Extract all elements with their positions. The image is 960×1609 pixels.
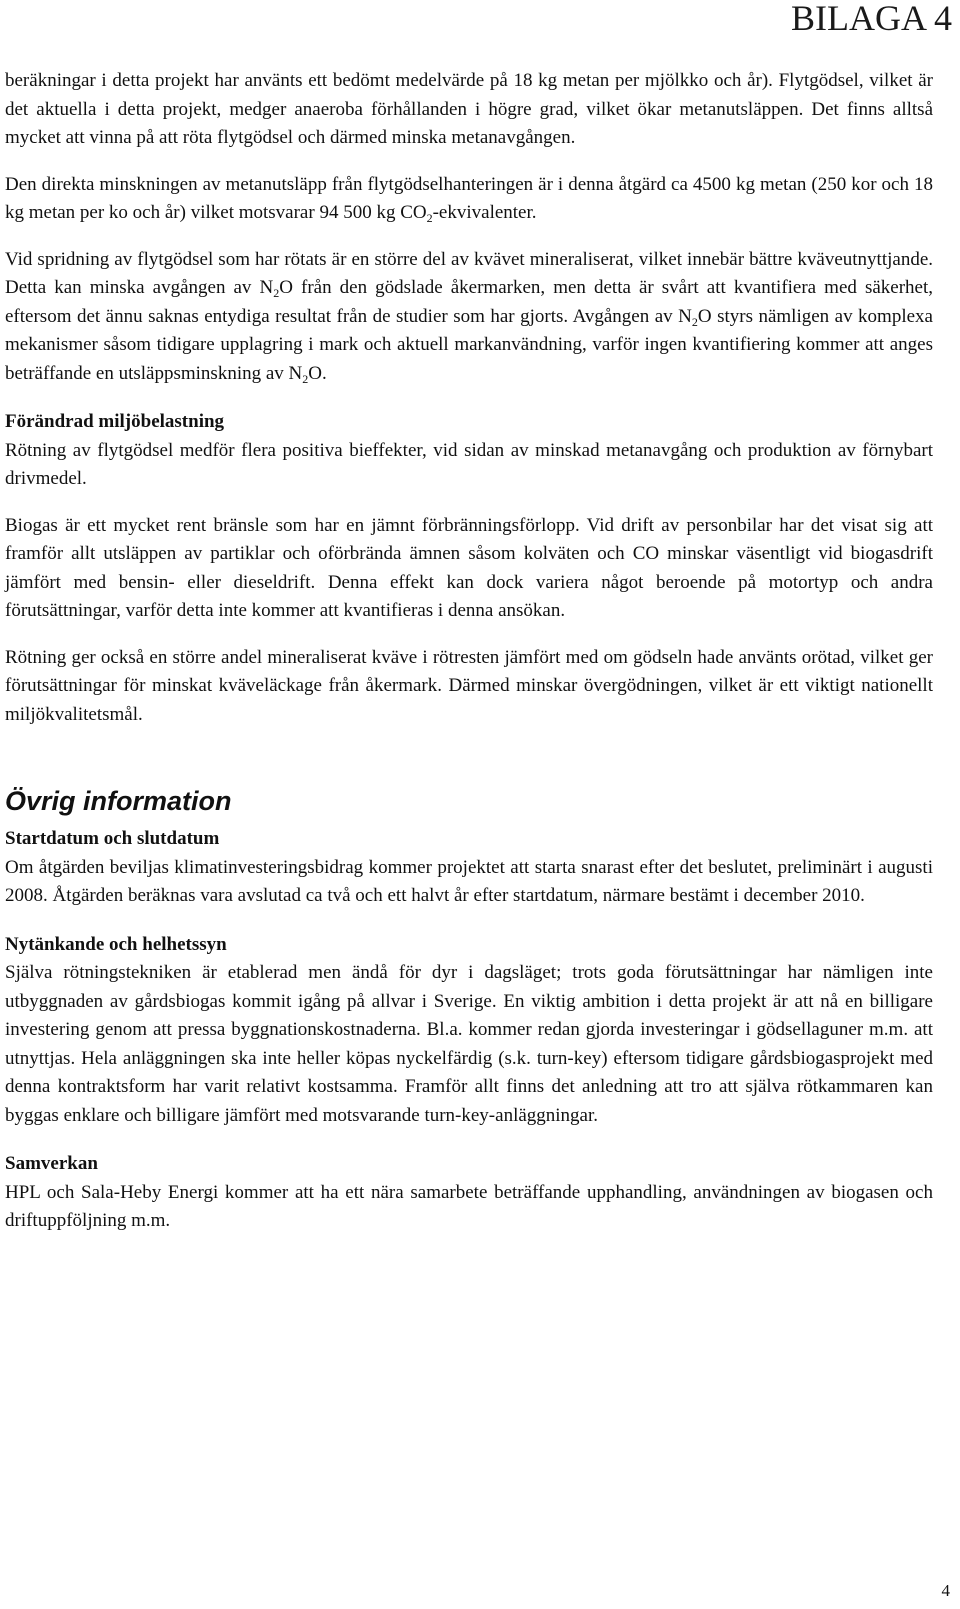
paragraph-direct-reduction: Den direkta minskningen av metanutsläpp från flytgödselhanteringen är i denna åtgärd ca 4500 kg metan (250 kor och 18 kg metan per ko och år) vilket motsvarar 94 500 kg $CO_2$-ekvivalenter.: [5, 173, 933, 225]
section-dates: [5, 825, 933, 911]
section-cooperation: [5, 1150, 933, 1236]
heading-environment: Förändrad miljöbelastning: [5, 411, 225, 432]
section-innovation: [5, 931, 933, 1131]
paragraph-cooperation: HPL och Sala-Heby Energi kommer att ha ett nära samarbete beträffande upphandling, användningen av biogasen och driftuppföljning m.m.: [5, 1181, 933, 1231]
paragraph-nitrogen: Rötning ger också en större andel mineraliserat kväve i rötresten jämfört med om gödseln hade använts orötad, vilket ger förutsättningar för minskat kväveläckage från åkermark. Därmed minskar övergödningen, vilket är ett viktigt nationellt miljökvalitetsmål.: [5, 646, 933, 725]
heading-dates: Startdatum och slutdatum: [5, 828, 220, 849]
paragraph-spreading: Vid spridning av flytgödsel som har rötats är en större del av kvävet mineraliserat, vilket innebär bättre kväveutnyttjande. Detta kan minska avgången av $N_2O$ från den gödslade åkermarken, men detta är svårt att kvantifiera med säkerhet, eftersom det ännu saknas entydiga resultat från de studier som har gjorts. Avgången av $N_2O$ styrs nämligen av komplexa mekanismer såsom tidigare upplagring i mark och aktuell markanvändning, varför ingen kvantifiering kommer att anges beträffande en utsläppsminskning av $N_2O$.: [5, 248, 933, 386]
heading-innovation: Nytänkande och helhetssyn: [5, 933, 227, 955]
paragraph-biogas-fuel: Biogas är ett mycket rent bränsle som har en jämnt förbränningsförlopp. Vid drift av personbilar har det visat sig att framför allt utsläppen av partiklar och oförbrända ämnen såsom kolväten och CO minskar väsentligt vid biogasdrift jämfört med bensin- eller dieseldrift. Denna effekt kan dock variera något beroende på motortyp och andra förutsättningar, varför detta inte kommer att kvantifieras i denna ansökan.: [5, 514, 933, 621]
paragraph-methane-average: beräkningar i detta projekt har använts ett bedömt medelvärde på 18 kg metan per mjölkko och år). Flytgödsel, vilket är det aktuella i detta projekt, medger anaeroba förhållanden i högre grad, vilket ökar metanutsläppen. Det finns alltså mycket att vinna på att röta flytgödsel och därmed minska metanavgången.: [5, 70, 933, 148]
document-body: [5, 67, 933, 1236]
paragraph-innovation: Själva rötningstekniken är etablerad men ändå för dyr i dagsläget; trots goda förutsättningar har nämligen inte utbyggnaden av gårdsbiogas kommit igång på allvar i Sverige. En viktig ambition i detta projekt är att nå en billigare investering genom att pressa byggnationskostnaderna. Bl.a. kommer redan gjorda investeringar i gödsellaguner m.m. att utnyttjas. Hela anläggningen ska inte heller köpas nyckelfärdig (s.k. turn-key) eftersom tidigare gårdsbiogasprojekt med denna kontraktsform har varit relativt kostsamma. Framför allt finns det anledning att tro att själva rötkammaren kan byggas enklare och billigare jämfört med motsvarande turn-key-anläggningar.: [5, 962, 933, 1126]
heading-cooperation: Samverkan: [5, 1153, 98, 1174]
page-header: BILAGA 4: [791, 0, 952, 38]
page-number: 4: [941, 1581, 950, 1600]
section-title-other-info: Övrig information: [5, 786, 232, 816]
section-environment: [5, 408, 933, 729]
paragraph-side-effects: Rötning av flytgödsel medför flera positiva bieffekter, vid sidan av minskad metanavgång och produktion av förnybart drivmedel.: [5, 439, 933, 489]
paragraph-dates: Om åtgärden beviljas klimatinvesteringsbidrag kommer projektet att starta snarast efter det beslutet, preliminärt i augusti 2008. Åtgärden beräknas vara avslutad ca två och ett halvt år efter startdatum, närmare bestämt i december 2010.: [5, 856, 933, 906]
